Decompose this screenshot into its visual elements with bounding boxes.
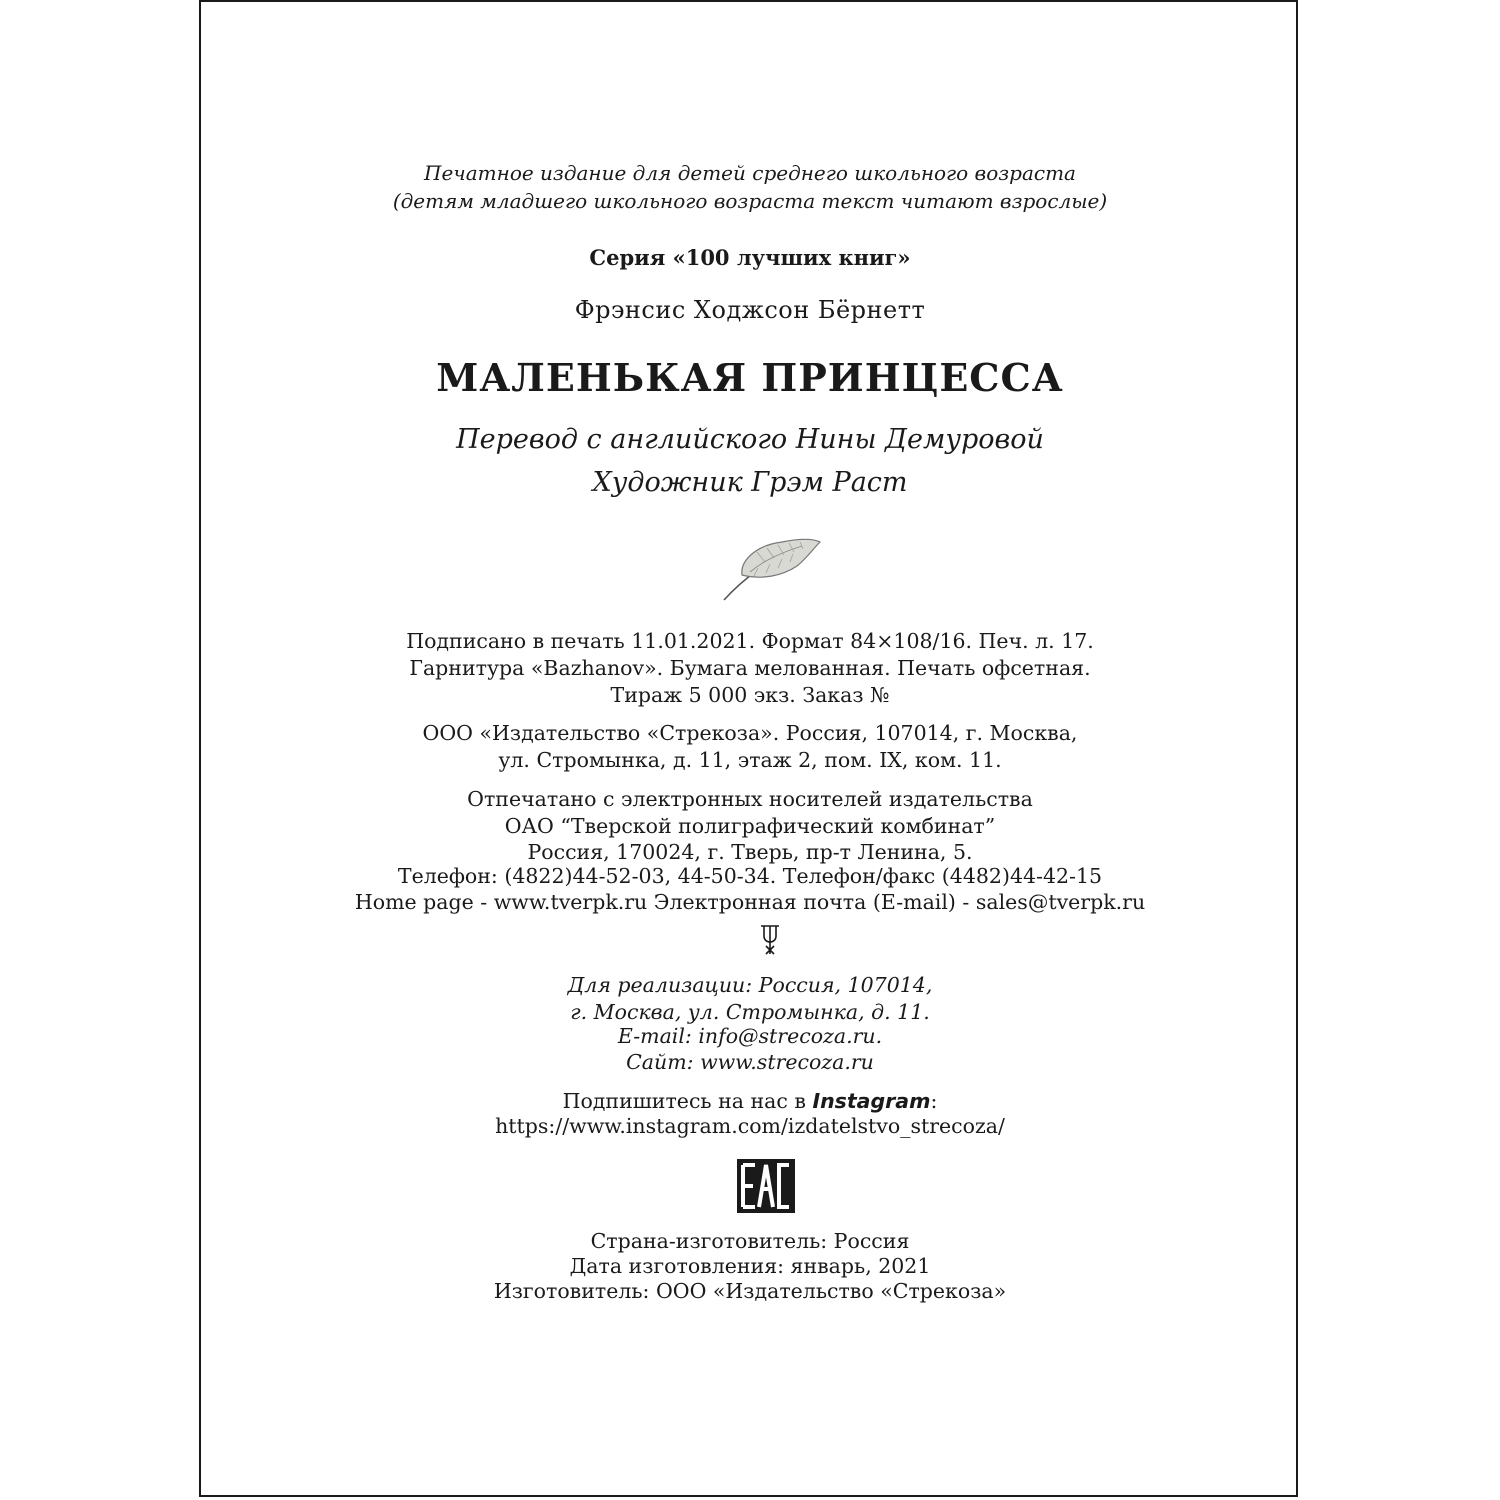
- instagram-label: Instagram: [812, 1089, 931, 1113]
- translator-credit: Перевод с английского Нины Демуровой: [456, 424, 1044, 455]
- printer-line-3: Россия, 170024, г. Тверь, пр-т Ленина, 5.: [527, 840, 973, 864]
- manufacturer: Изготовитель: ООО «Издательство «Стрекоза»: [493, 1279, 1007, 1303]
- distribution-site: Сайт: www.strecoza.ru: [626, 1050, 874, 1074]
- book-title: МАЛЕНЬКАЯ ПРИНЦЕССА: [436, 355, 1064, 400]
- subscribe-text: Подпишитесь на нас в: [562, 1089, 813, 1113]
- distribution-email: E-mail: info@strecoza.ru.: [617, 1024, 883, 1048]
- feather-icon: [712, 530, 827, 605]
- publisher-line-2: ул. Стромынка, д. 11, этаж 2, пом. IX, ком. 11.: [498, 748, 1002, 772]
- imprint-line-2: Гарнитура «Bazhanov». Бумага мелованная. Печать офсетная.: [409, 656, 1091, 680]
- illustrator-credit: Художник Грэм Раст: [592, 467, 908, 498]
- subscribe-colon: :: [930, 1089, 938, 1113]
- printer-line-1: Отпечатано с электронных носителей издательства: [467, 787, 1033, 811]
- manufacture-date: Дата изготовления: январь, 2021: [569, 1254, 931, 1278]
- audience-line-2: (детям младшего школьного возраста текст читают взрослые): [392, 189, 1108, 213]
- instagram-url: https://www.instagram.com/izdatelstvo_strecoza/: [495, 1114, 1005, 1138]
- printer-monogram-icon: [758, 922, 782, 956]
- series-title: Серия «100 лучших книг»: [589, 245, 911, 270]
- eac-mark-text: EAC: [766, 1211, 769, 1212]
- eac-mark-icon: [737, 1159, 795, 1213]
- imprint-line-1: Подписано в печать 11.01.2021. Формат 84×108/16. Печ. л. 17.: [406, 629, 1094, 653]
- printer-line-2: ОАО “Тверской полиграфический комбинат”: [504, 814, 996, 838]
- book-author: Фрэнсис Ходжсон Бёрнетт: [574, 296, 926, 324]
- country-of-manufacture: Страна-изготовитель: Россия: [590, 1229, 910, 1253]
- publisher-line-1: ООО «Издательство «Стрекоза». Россия, 107014, г. Москва,: [422, 721, 1078, 745]
- printer-web-line: Home page - www.tverpk.ru Электронная почта (E-mail) - sales@tverpk.ru: [354, 890, 1146, 914]
- distribution-line-2: г. Москва, ул. Стромынка, д. 11.: [570, 1000, 930, 1024]
- distribution-line-1: Для реализации: Россия, 107014,: [567, 973, 933, 997]
- audience-line-1: Печатное издание для детей среднего школьного возраста: [424, 161, 1076, 185]
- instagram-subscribe: [0, 1089, 1500, 1113]
- imprint-line-3: Тираж 5 000 экз. Заказ №: [610, 683, 890, 707]
- printer-phone-line: Телефон: (4822)44-52-03, 44-50-34. Телефон/факс (4482)44-42-15: [397, 864, 1103, 888]
